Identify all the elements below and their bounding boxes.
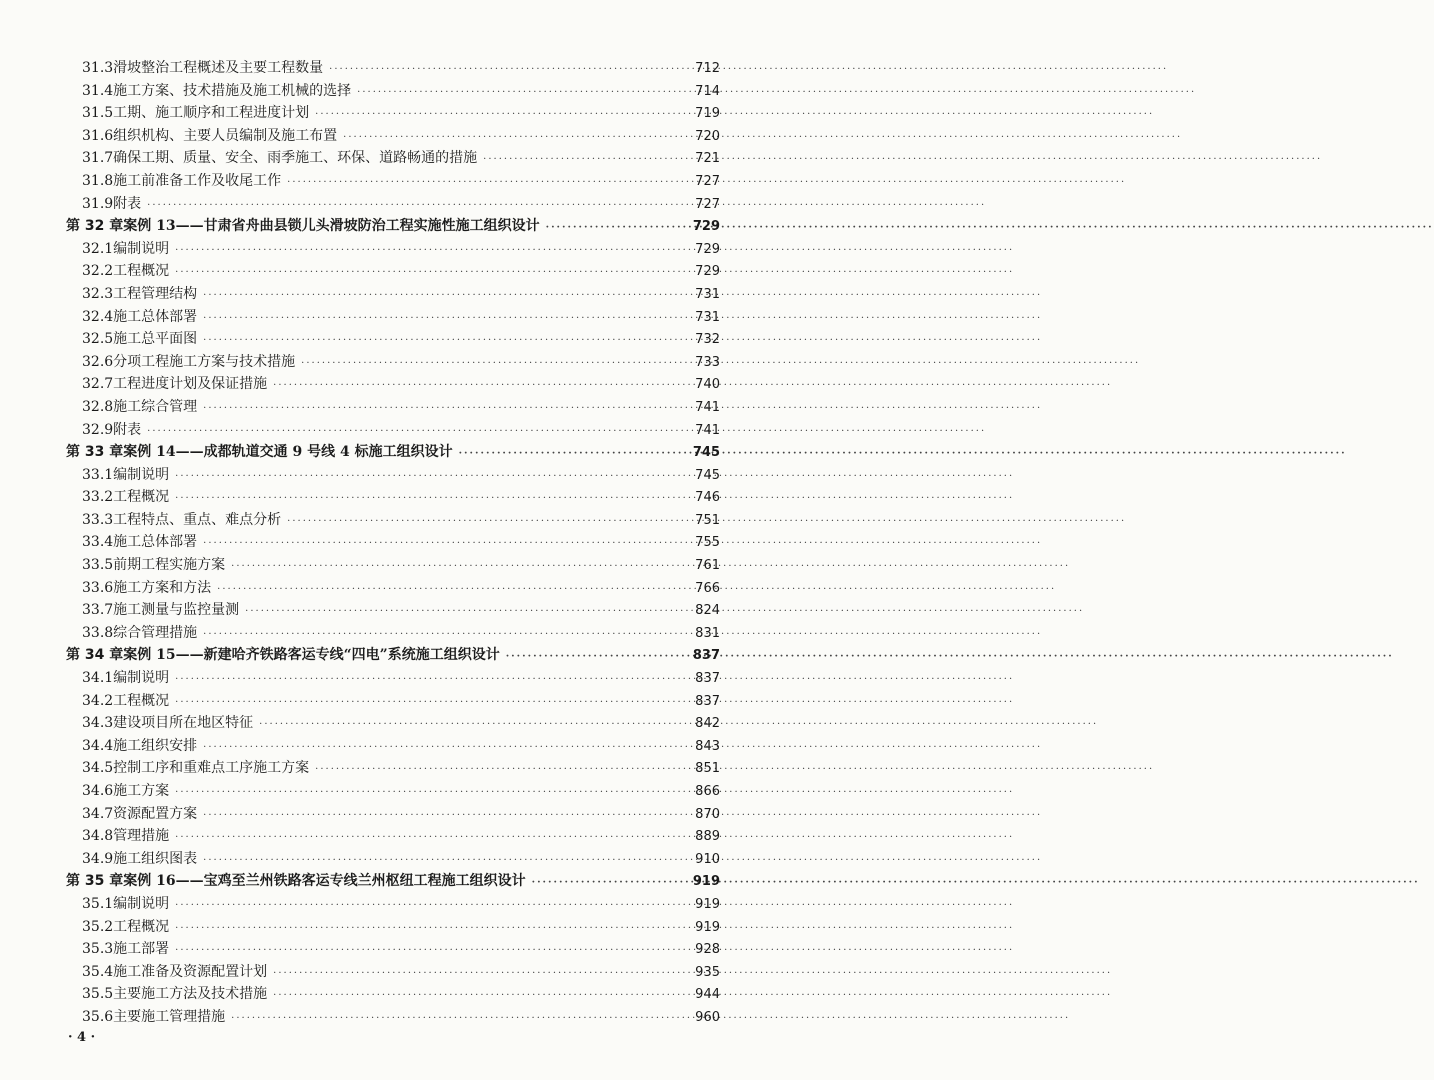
page-ref: 919 bbox=[692, 874, 720, 890]
toc-section-row bbox=[66, 328, 720, 351]
dot-leader bbox=[532, 872, 686, 895]
toc-section-row bbox=[66, 260, 720, 283]
toc-section-row bbox=[66, 419, 720, 442]
section-title: 施工方案和方法 bbox=[113, 579, 212, 596]
toc-section-row bbox=[66, 554, 720, 577]
chapter-title: 案例 15——新建哈齐铁路客运专线“四电”系统施工组织设计 bbox=[123, 647, 500, 664]
section-number: 32.7 bbox=[82, 376, 114, 393]
section-number: 35.3 bbox=[82, 941, 114, 958]
toc-section-row bbox=[66, 486, 720, 509]
toc-section-row bbox=[66, 757, 720, 780]
dot-leader bbox=[203, 533, 686, 556]
toc-section-row bbox=[66, 825, 720, 848]
section-number: 31.6 bbox=[82, 127, 114, 144]
section-title: 施工组织图表 bbox=[113, 850, 198, 867]
toc-section-row bbox=[66, 961, 720, 984]
section-number: 32.3 bbox=[82, 285, 114, 302]
page-ref: 960 bbox=[695, 1009, 720, 1025]
section-title: 施工测量与监控量测 bbox=[113, 602, 240, 619]
dot-leader bbox=[329, 59, 686, 82]
dot-leader bbox=[357, 82, 686, 105]
section-title: 施工总体部署 bbox=[113, 308, 198, 325]
section-number: 34.1 bbox=[82, 670, 114, 687]
toc-section-row bbox=[66, 1006, 720, 1029]
section-title: 工程进度计划及保证措施 bbox=[113, 376, 268, 393]
toc-section-row bbox=[66, 509, 720, 532]
toc-section-row bbox=[66, 531, 720, 554]
section-number: 33.2 bbox=[82, 489, 114, 506]
toc-chapter-row bbox=[66, 215, 720, 238]
dot-leader bbox=[287, 172, 686, 195]
dot-leader bbox=[459, 443, 686, 466]
toc-section-row bbox=[66, 373, 720, 396]
dot-leader bbox=[231, 556, 686, 579]
chapter-number: 第 34 章 bbox=[66, 647, 124, 664]
chapter-number: 第 32 章 bbox=[66, 218, 124, 235]
dot-leader bbox=[203, 398, 686, 421]
section-number: 31.7 bbox=[82, 150, 114, 167]
dot-leader bbox=[175, 782, 686, 805]
section-title: 编制说明 bbox=[113, 895, 170, 912]
toc-section-row bbox=[66, 712, 720, 735]
section-title: 施工总平面图 bbox=[113, 331, 198, 348]
section-title: 主要施工管理措施 bbox=[113, 1008, 226, 1025]
dot-leader bbox=[273, 985, 686, 1008]
section-number: 35.1 bbox=[82, 895, 114, 912]
page-ref: 944 bbox=[695, 987, 720, 1003]
toc-section-row bbox=[66, 916, 720, 939]
dot-leader bbox=[287, 511, 686, 534]
page-ref: 755 bbox=[695, 535, 720, 551]
dot-leader bbox=[147, 421, 686, 444]
section-number: 34.3 bbox=[82, 715, 114, 732]
section-number: 31.5 bbox=[82, 105, 114, 122]
page-ref: 714 bbox=[695, 83, 720, 99]
section-title: 编制说明 bbox=[113, 670, 170, 687]
toc-chapter-row bbox=[66, 644, 720, 667]
dot-leader bbox=[273, 963, 686, 986]
section-number: 33.5 bbox=[82, 557, 114, 574]
section-number: 35.6 bbox=[82, 1008, 114, 1025]
toc-section-row bbox=[66, 283, 720, 306]
page-ref: 837 bbox=[692, 648, 720, 664]
section-title: 组织机构、主要人员编制及施工布置 bbox=[113, 127, 338, 144]
chapter-title: 案例 16——宝鸡至兰州铁路客运专线兰州枢纽工程施工组织设计 bbox=[123, 873, 526, 890]
page-number: · 4 · bbox=[68, 1030, 96, 1045]
page-ref: 761 bbox=[695, 558, 720, 574]
section-number: 31.8 bbox=[82, 172, 114, 189]
section-title: 资源配置方案 bbox=[113, 805, 198, 822]
section-number: 35.5 bbox=[82, 986, 114, 1003]
toc-section-row bbox=[66, 125, 720, 148]
toc-section-row bbox=[66, 780, 720, 803]
section-title: 管理措施 bbox=[113, 828, 170, 845]
page-ref: 732 bbox=[695, 332, 720, 348]
toc-section-row bbox=[66, 57, 720, 80]
section-number: 33.8 bbox=[82, 624, 114, 641]
section-number: 32.8 bbox=[82, 398, 114, 415]
section-title: 前期工程实施方案 bbox=[113, 557, 226, 574]
section-title: 编制说明 bbox=[113, 466, 170, 483]
toc-section-row bbox=[66, 622, 720, 645]
section-title: 施工方案 bbox=[113, 783, 170, 799]
toc-section-row bbox=[66, 735, 720, 758]
page-ref: 719 bbox=[695, 106, 720, 122]
section-number: 33.4 bbox=[82, 534, 114, 551]
dot-leader bbox=[203, 805, 686, 828]
section-title: 工程特点、重点、难点分析 bbox=[113, 511, 282, 528]
dot-leader bbox=[147, 195, 686, 218]
section-number: 34.2 bbox=[82, 692, 114, 709]
dot-leader bbox=[315, 104, 686, 127]
section-title: 综合管理措施 bbox=[113, 624, 198, 641]
section-number: 33.6 bbox=[82, 579, 114, 596]
page-ref: 866 bbox=[695, 784, 720, 799]
dot-leader bbox=[506, 646, 686, 669]
section-title: 工程概况 bbox=[113, 489, 170, 506]
dot-leader bbox=[203, 285, 686, 308]
section-number: 31.9 bbox=[82, 195, 114, 212]
section-title: 控制工序和重难点工序施工方案 bbox=[113, 760, 310, 777]
section-number: 32.6 bbox=[82, 353, 114, 370]
page-ref: 766 bbox=[695, 580, 720, 596]
page-ref: 842 bbox=[695, 716, 720, 732]
section-number: 34.6 bbox=[82, 783, 114, 799]
section-title: 工程概况 bbox=[113, 918, 170, 935]
page-ref: 824 bbox=[695, 603, 720, 619]
dot-leader bbox=[203, 624, 686, 647]
section-title: 建设项目所在地区特征 bbox=[113, 715, 254, 732]
toc-section-row bbox=[66, 464, 720, 487]
page-ref: 919 bbox=[695, 919, 720, 935]
dot-leader bbox=[175, 488, 686, 511]
section-number: 33.3 bbox=[82, 511, 114, 528]
page-ref: 851 bbox=[695, 761, 720, 777]
toc-section-row bbox=[66, 938, 720, 961]
page-ref: 727 bbox=[695, 196, 720, 212]
dot-leader bbox=[175, 240, 686, 263]
toc-section-row bbox=[66, 599, 720, 622]
section-title: 施工方案、技术措施及施工机械的选择 bbox=[113, 82, 352, 99]
dot-leader bbox=[203, 850, 686, 873]
chapter-title: 案例 13——甘肃省舟曲县锁儿头滑坡防治工程实施性施工组织设计 bbox=[123, 218, 540, 235]
dot-leader bbox=[203, 737, 686, 760]
page-ref: 935 bbox=[695, 964, 720, 980]
dot-leader bbox=[546, 217, 686, 240]
section-title: 编制说明 bbox=[113, 240, 170, 257]
dot-leader bbox=[273, 375, 686, 398]
page-ref: 740 bbox=[695, 377, 720, 393]
dot-leader bbox=[343, 127, 686, 150]
section-number: 32.5 bbox=[82, 331, 114, 348]
section-number: 34.4 bbox=[82, 737, 114, 754]
page-ref: 870 bbox=[695, 806, 720, 822]
toc-section-row bbox=[66, 690, 720, 713]
toc-section-row bbox=[66, 893, 720, 916]
toc-section-row bbox=[66, 102, 720, 125]
toc-section-row bbox=[66, 667, 720, 690]
page-ref: 731 bbox=[695, 309, 720, 325]
toc-section-row bbox=[66, 80, 720, 103]
section-number: 32.4 bbox=[82, 308, 114, 325]
toc-section-row bbox=[66, 983, 720, 1006]
section-number: 33.7 bbox=[82, 602, 114, 619]
page-ref: 721 bbox=[695, 151, 720, 167]
dot-leader bbox=[175, 940, 686, 963]
toc-section-row bbox=[66, 193, 720, 216]
section-number: 35.4 bbox=[82, 963, 114, 980]
section-title: 工程管理结构 bbox=[113, 285, 198, 302]
section-number: 31.4 bbox=[82, 82, 114, 99]
toc-section-row bbox=[66, 803, 720, 826]
dot-leader bbox=[301, 353, 686, 376]
section-number: 34.8 bbox=[82, 828, 114, 845]
section-title: 工程概况 bbox=[113, 692, 170, 709]
dot-leader bbox=[259, 714, 686, 737]
table-of-contents bbox=[66, 57, 720, 1029]
toc-section-row bbox=[66, 238, 720, 261]
page-ref: 729 bbox=[695, 264, 720, 280]
page-ref: 720 bbox=[695, 128, 720, 144]
page-ref: 731 bbox=[695, 286, 720, 302]
dot-leader bbox=[231, 1008, 686, 1031]
toc-chapter-row bbox=[66, 870, 720, 893]
section-title: 施工组织安排 bbox=[113, 737, 198, 754]
section-title: 附表 bbox=[113, 421, 142, 438]
toc-section-row bbox=[66, 170, 720, 193]
section-title: 施工总体部署 bbox=[113, 534, 198, 551]
dot-leader bbox=[175, 262, 686, 285]
chapter-number: 第 35 章 bbox=[66, 873, 124, 890]
page-ref: 746 bbox=[695, 490, 720, 506]
page-ref: 741 bbox=[695, 422, 720, 438]
toc-section-row bbox=[66, 306, 720, 329]
section-title: 滑坡整治工程概述及主要工程数量 bbox=[113, 60, 324, 76]
toc-section-row bbox=[66, 577, 720, 600]
dot-leader bbox=[203, 330, 686, 353]
section-number: 34.5 bbox=[82, 760, 114, 777]
section-number: 34.7 bbox=[82, 805, 114, 822]
section-title: 施工综合管理 bbox=[113, 398, 198, 415]
page-ref: 928 bbox=[695, 942, 720, 958]
toc-chapter-row bbox=[66, 441, 720, 464]
dot-leader bbox=[483, 149, 686, 172]
section-number: 33.1 bbox=[82, 466, 114, 483]
section-title: 工期、施工顺序和工程进度计划 bbox=[113, 105, 310, 122]
page-ref: 837 bbox=[695, 693, 720, 709]
toc-section-row bbox=[66, 147, 720, 170]
toc-section-row bbox=[66, 396, 720, 419]
page-ref: 919 bbox=[695, 896, 720, 912]
section-title: 分项工程施工方案与技术措施 bbox=[113, 353, 296, 370]
dot-leader bbox=[203, 308, 686, 331]
toc-section-row bbox=[66, 351, 720, 374]
page-ref: 843 bbox=[695, 738, 720, 754]
section-title: 附表 bbox=[113, 195, 142, 212]
section-title: 确保工期、质量、安全、雨季施工、环保、道路畅通的措施 bbox=[113, 150, 478, 167]
chapter-title: 案例 14——成都轨道交通 9 号线 4 标施工组织设计 bbox=[123, 444, 453, 461]
chapter-number: 第 33 章 bbox=[66, 444, 124, 461]
page-ref: 712 bbox=[695, 61, 720, 76]
toc-section-row bbox=[66, 848, 720, 871]
page-ref: 831 bbox=[695, 625, 720, 641]
page-ref: 837 bbox=[695, 671, 720, 687]
page-ref: 745 bbox=[692, 445, 720, 461]
section-number: 32.9 bbox=[82, 421, 114, 438]
section-title: 施工前准备工作及收尾工作 bbox=[113, 172, 282, 189]
section-title: 施工部署 bbox=[113, 941, 170, 958]
dot-leader bbox=[175, 669, 686, 692]
page-ref: 910 bbox=[695, 851, 720, 867]
dot-leader bbox=[175, 827, 686, 850]
section-number: 34.9 bbox=[82, 850, 114, 867]
dot-leader bbox=[217, 579, 686, 602]
section-title: 工程概况 bbox=[113, 263, 170, 280]
section-number: 35.2 bbox=[82, 918, 114, 935]
page-ref: 727 bbox=[695, 173, 720, 189]
page-ref: 729 bbox=[692, 219, 720, 235]
section-number: 31.3 bbox=[82, 60, 114, 76]
page-ref: 729 bbox=[695, 241, 720, 257]
dot-leader bbox=[175, 918, 686, 941]
dot-leader bbox=[175, 692, 686, 715]
section-title: 主要施工方法及技术措施 bbox=[113, 986, 268, 1003]
page-ref: 733 bbox=[695, 354, 720, 370]
section-number: 32.1 bbox=[82, 240, 114, 257]
dot-leader bbox=[315, 759, 686, 782]
page-ref: 889 bbox=[695, 829, 720, 845]
section-title: 施工准备及资源配置计划 bbox=[113, 963, 268, 980]
dot-leader bbox=[245, 601, 686, 624]
dot-leader bbox=[175, 895, 686, 918]
page-ref: 751 bbox=[695, 512, 720, 528]
page-ref: 745 bbox=[695, 467, 720, 483]
section-number: 32.2 bbox=[82, 263, 114, 280]
dot-leader bbox=[175, 466, 686, 489]
page-ref: 741 bbox=[695, 399, 720, 415]
